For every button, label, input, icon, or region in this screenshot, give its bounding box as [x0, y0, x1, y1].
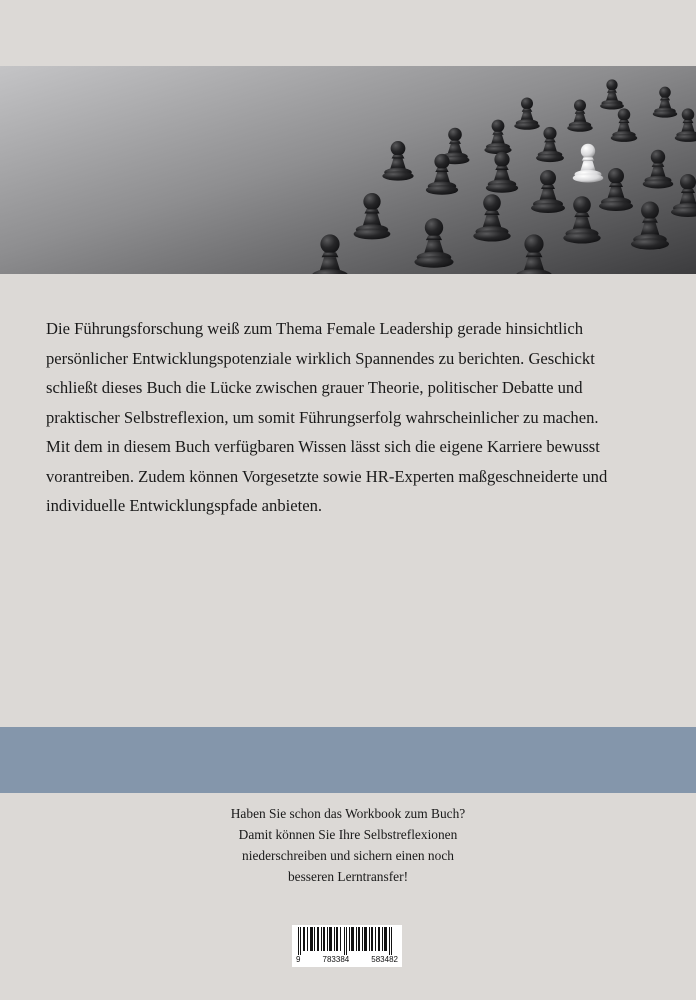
- color-band: [0, 727, 696, 793]
- promo-line: Damit können Sie Ihre Selbstreflexionen: [238, 827, 458, 842]
- barcode-bars: [298, 927, 396, 955]
- barcode-group-right: 583482: [371, 955, 398, 964]
- promo-line: besseren Lerntransfer!: [287, 869, 409, 884]
- chess-pawns-leader-icon: [0, 66, 696, 274]
- promo-line: Haben Sie schon das Workbook zum Buch?: [230, 806, 466, 821]
- blurb-paragraph: Die Führungsforschung weiß zum Thema Female Leadership gerade hinsichtlich persönlicher Entwicklungspotenziale wirklich Spannendes zu berichten. Geschickt schließt dieses Buch die Lücke zwischen grauer Theorie, politischer Debatte und praktischer Selbstreflexion, um somit Führungserfolg wahrscheinlicher zu machen.: [46, 319, 599, 427]
- cover-photo: [0, 66, 696, 274]
- back-cover-blurb: [46, 314, 646, 521]
- promo-line: niederschreiben und sichern einen noch: [242, 848, 454, 863]
- barcode-group-left: 783384: [322, 955, 350, 964]
- blurb-paragraph: Mit dem in diesem Buch verfügbaren Wissen lässt sich die eigene Karriere bewusst vorantreiben. Zudem können Vorgesetzte sowie HR-Experten maßgeschneiderte und individuelle Entwicklungspfade anbieten.: [46, 437, 608, 515]
- isbn-barcode: [292, 925, 402, 967]
- workbook-promo: [150, 803, 546, 887]
- barcode-prefix: 9: [296, 955, 301, 964]
